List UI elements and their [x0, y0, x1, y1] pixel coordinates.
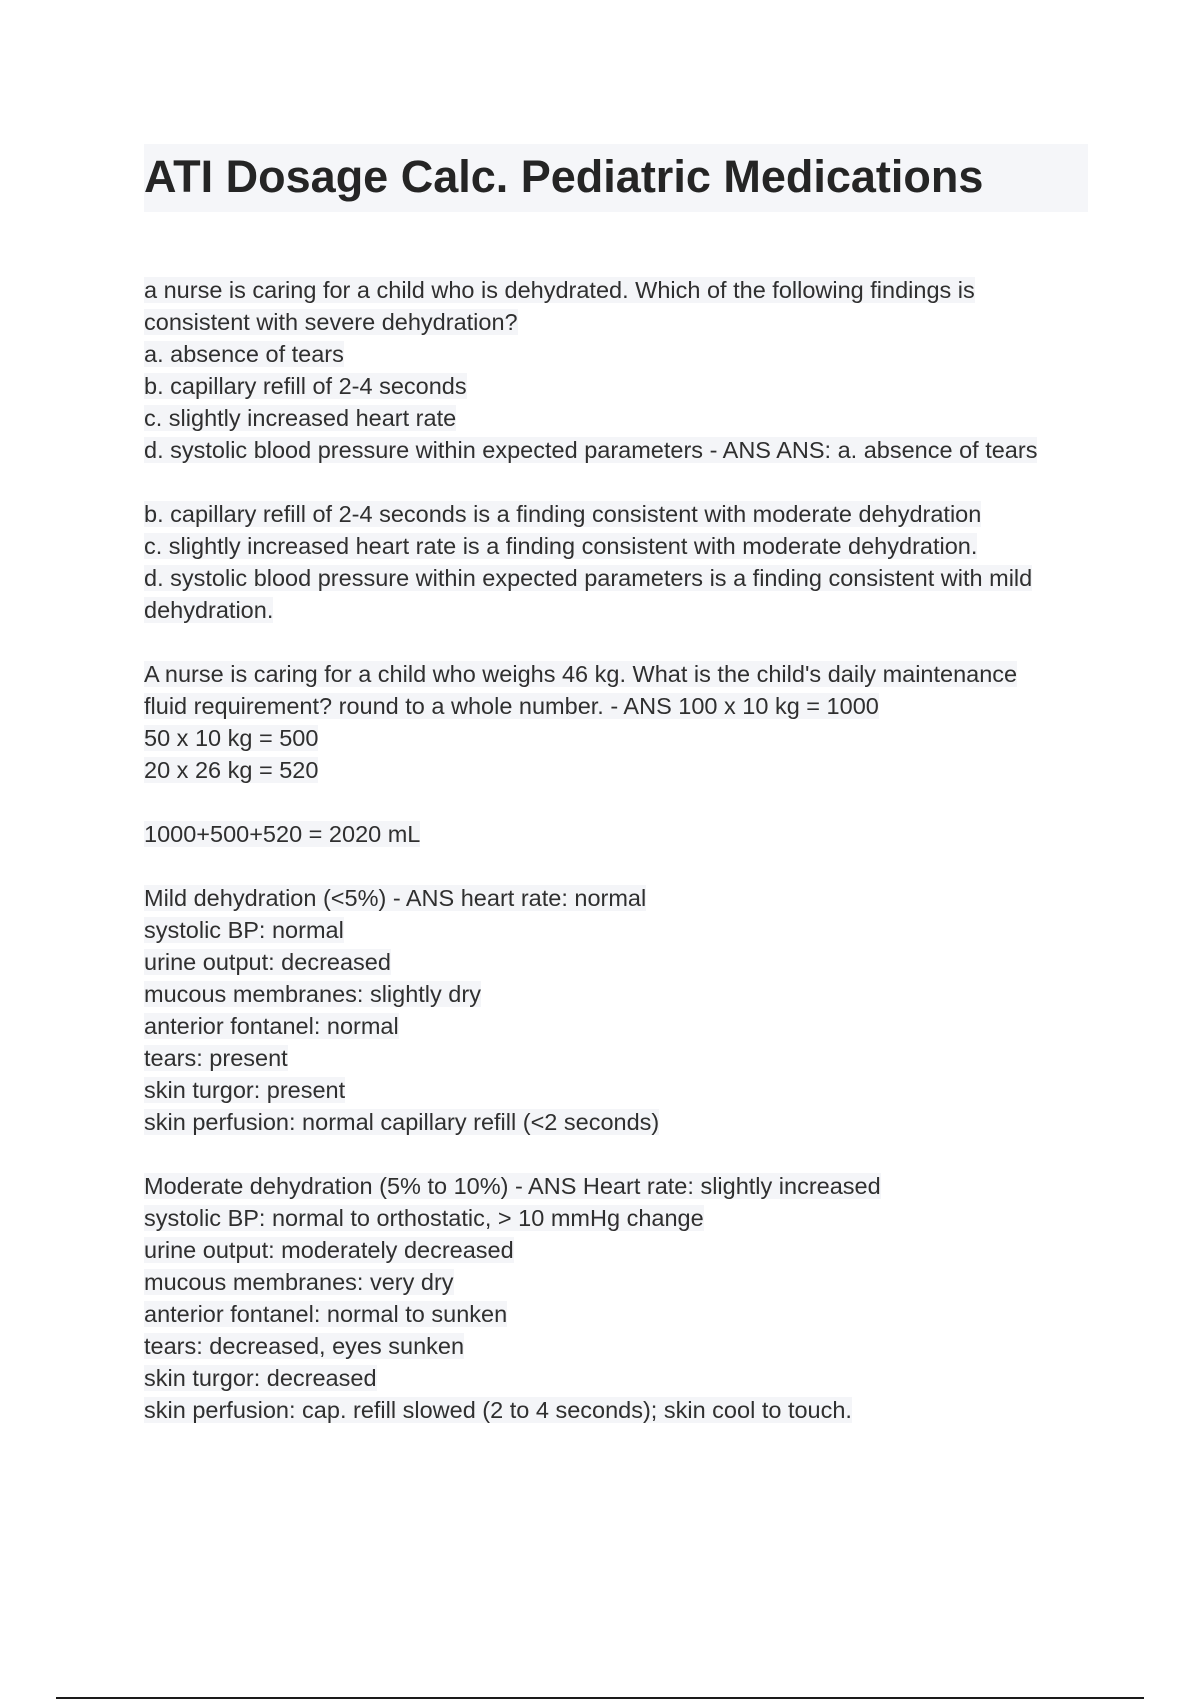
- rationale-block: [144, 498, 1104, 626]
- text-line: skin perfusion: normal capillary refill (<2 seconds): [144, 1109, 660, 1135]
- paragraph-gap: [144, 626, 1104, 658]
- question-maintenance-fluid: [144, 658, 1104, 786]
- answer-option-d: d. systolic blood pressure within expected parameters - ANS ANS: a. absence of tears: [144, 437, 1038, 463]
- answer-option-a: a. absence of tears: [144, 341, 344, 367]
- text-line: skin perfusion: cap. refill slowed (2 to 4 seconds); skin cool to touch.: [144, 1397, 852, 1423]
- text-line: anterior fontanel: normal: [144, 1013, 399, 1039]
- text-line: fluid requirement? round to a whole number. - ANS 100 x 10 kg = 1000: [144, 693, 879, 719]
- paragraph-gap: [144, 466, 1104, 498]
- text-line: mucous membranes: very dry: [144, 1269, 454, 1295]
- text-line: A nurse is caring for a child who weighs 46 kg. What is the child's daily maintenance: [144, 661, 1018, 687]
- mild-dehydration-block: [144, 882, 1104, 1138]
- paragraph-gap: [144, 850, 1104, 882]
- text-line: urine output: moderately decreased: [144, 1237, 514, 1263]
- text-line: skin turgor: present: [144, 1077, 346, 1103]
- text-line: b. capillary refill of 2-4 seconds is a finding consistent with moderate dehydration: [144, 501, 982, 527]
- text-line: anterior fontanel: normal to sunken: [144, 1301, 508, 1327]
- text-line: Moderate dehydration (5% to 10%) - ANS Heart rate: slightly increased: [144, 1173, 881, 1199]
- text-line: systolic BP: normal: [144, 917, 344, 943]
- calculation-line: 20 x 26 kg = 520: [144, 757, 319, 783]
- text-line: c. slightly increased heart rate is a finding consistent with moderate dehydration.: [144, 533, 978, 559]
- calculation-line: 50 x 10 kg = 500: [144, 725, 319, 751]
- title-block: [144, 144, 1088, 212]
- text-line: urine output: decreased: [144, 949, 391, 975]
- text-line: skin turgor: decreased: [144, 1365, 377, 1391]
- text-line: tears: present: [144, 1045, 288, 1071]
- text-line: a nurse is caring for a child who is dehydrated. Which of the following findings is: [144, 277, 975, 303]
- document-body: [144, 274, 1104, 1426]
- answer-option-c: c. slightly increased heart rate: [144, 405, 457, 431]
- text-line: 1000+500+520 = 2020 mL: [144, 821, 421, 847]
- page-title: ATI Dosage Calc. Pediatric Medications: [144, 151, 984, 202]
- footer-divider: [56, 1697, 1144, 1699]
- text-line: consistent with severe dehydration?: [144, 309, 518, 335]
- text-line: dehydration.: [144, 597, 274, 623]
- paragraph-gap: [144, 1138, 1104, 1170]
- question-severe-dehydration: [144, 274, 1104, 466]
- text-line: tears: decreased, eyes sunken: [144, 1333, 465, 1359]
- text-line: systolic BP: normal to orthostatic, > 10 mmHg change: [144, 1205, 704, 1231]
- answer-option-b: b. capillary refill of 2-4 seconds: [144, 373, 467, 399]
- calculation-total: [144, 818, 1104, 850]
- text-line: d. systolic blood pressure within expected parameters is a finding consistent with mild: [144, 565, 1033, 591]
- moderate-dehydration-block: [144, 1170, 1104, 1426]
- paragraph-gap: [144, 786, 1104, 818]
- text-line: Mild dehydration (<5%) - ANS heart rate: normal: [144, 885, 647, 911]
- text-line: mucous membranes: slightly dry: [144, 981, 481, 1007]
